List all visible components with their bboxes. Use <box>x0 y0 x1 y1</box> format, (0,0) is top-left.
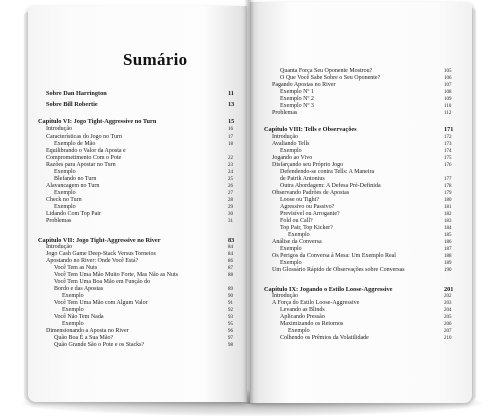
toc-entry-page-number: 182 <box>444 212 452 217</box>
toc-entry-title: Características do Jogo no Turn <box>46 134 122 140</box>
toc-entry-page-number: 26 <box>228 184 233 189</box>
toc-entry-page-number: 190 <box>444 268 452 273</box>
toc-entry-title: O Que Você Sabe Sobre o Seu Oponente? <box>280 75 381 81</box>
toc-entry-page-number: 184 <box>444 226 452 231</box>
toc-entry-title: Exemplo <box>54 169 76 175</box>
toc-entry-page-number: 86 <box>228 259 233 264</box>
toc-entry-page-number: 105 <box>444 69 452 74</box>
book-spine <box>244 0 254 404</box>
toc-entry-title: Jogo Cash Game Deep-Stack Versus Torneios <box>46 251 156 257</box>
toc-entry-page-number: 31 <box>228 219 233 224</box>
toc-entry-title: Exemplo <box>54 190 76 196</box>
toc-entry-title: Exemplo Nº 2 <box>280 96 314 102</box>
toc-entry-page-number: 174 <box>444 149 452 154</box>
toc-entry-page-number: 188 <box>444 254 452 259</box>
toc-entry-page-number: 106 <box>444 76 452 81</box>
toc-entry-title: Capítulo VII: Jogo Tight-Aggressive no River <box>38 237 161 244</box>
toc-entry-page-number: 204 <box>444 308 452 313</box>
toc-entry-page-number: 203 <box>444 301 452 306</box>
toc-entry-title: Maximizando os Retornos <box>280 321 344 327</box>
toc-entry-page-number: 16 <box>228 127 233 132</box>
toc-entry-page-number: 176 <box>444 163 452 168</box>
toc-entry-title: Avaliando Tells <box>272 141 310 147</box>
toc-entry-title: A Força do Estilo Loose-Aggressive <box>272 300 360 306</box>
toc-entry-title: Um Glossário Rápido de Observações sobre Conversas <box>272 267 405 273</box>
toc-entry-page-number: 90 <box>228 294 233 299</box>
toc-entry-title: Levando as Blinds <box>280 307 325 313</box>
toc-entry-title: Exemplo <box>280 246 302 252</box>
toc-entry-page-number: 30 <box>228 212 233 217</box>
toc-entry-title: Exemplo de Mão <box>54 141 96 147</box>
toc-entry-page-number: 210 <box>444 336 452 341</box>
toc-entry-page-number: 186 <box>444 240 452 245</box>
toc-entry-page-number: 185 <box>444 233 452 238</box>
toc-entry-title: Colhendo os Prêmios da Volatilidade <box>280 335 369 341</box>
toc-entry-title: Problemas <box>272 110 298 116</box>
toc-entry-page-number: 175 <box>444 156 452 161</box>
toc-entry-title: Quão Boa É a Sua Mão? <box>54 335 114 341</box>
toc-entry-title: Capítulo VIII: Tells e Observações <box>264 126 357 133</box>
toc-entry-title: Exemplo <box>62 321 84 327</box>
toc-entry-title: Quão Grande São o Pote e os Stacks? <box>54 342 145 348</box>
toc-entry-title: Previsível ou Arrogante? <box>280 211 340 217</box>
toc-entry-title: Pagando Apostas no River <box>272 82 336 88</box>
toc-entry-page-number: 97 <box>228 336 233 341</box>
toc-entry-title: Razões para Apostar no Turn <box>46 162 116 168</box>
toc-entry-page-number: 92 <box>228 308 233 313</box>
toc-entry-page-number: 29 <box>228 205 233 210</box>
toc-entry-title: Exemplo <box>62 293 84 299</box>
toc-entry-page-number: 18 <box>228 142 233 147</box>
table-of-contents-title: Sumário <box>123 50 188 69</box>
toc-entry-title: Exemplo <box>280 148 302 154</box>
toc-entry-title: Exemplo <box>62 307 84 313</box>
toc-entry-title: Outra Abordagem: A Defesa Pré-Definida <box>280 183 381 189</box>
toc-entry-page-number: 23 <box>228 163 233 168</box>
left-page <box>28 6 247 402</box>
toc-entry-page-number: 110 <box>444 104 452 109</box>
toc-entry-page-number: 84 <box>228 245 233 250</box>
toc-entry-page-number: 11 <box>228 90 234 97</box>
toc-entry-title: Disfarçando seu Próprio Jogo <box>272 162 344 168</box>
toc-entry-page-number: 187 <box>444 247 452 252</box>
toc-entry-page-number: 95 <box>228 322 233 327</box>
toc-entry-page-number: 25 <box>228 177 233 182</box>
toc-entry-page-number: 96 <box>228 329 233 334</box>
toc-entry-title: Você Tem Uma Mão Muito Forte, Mas Não as Nuts <box>54 272 179 278</box>
toc-entry-title: Quanta Força Seu Oponente Mostrou? <box>280 68 373 74</box>
toc-entry-page-number: 24 <box>228 170 233 175</box>
toc-entry-page-number: 177 <box>444 177 452 182</box>
toc-entry-title: Exemplo <box>288 328 310 334</box>
toc-entry-title: Jogando ao Vivo <box>272 155 313 161</box>
toc-entry-title: Observando Padrões de Apostas <box>272 190 350 196</box>
toc-entry-page-number: 202 <box>444 294 452 299</box>
toc-entry-page-number: 181 <box>444 205 452 210</box>
toc-entry-page-number: 112 <box>444 111 452 116</box>
toc-entry-page-number: 98 <box>228 343 233 348</box>
toc-entry-page-number: 87 <box>228 266 233 271</box>
toc-entry-title: Blefando no Turn <box>54 176 97 182</box>
toc-entry-title: Exemplo Nº 3 <box>280 103 314 109</box>
toc-entry-title: Top Pair, Top Kicker? <box>280 225 333 231</box>
toc-entry-page-number: 13 <box>228 101 235 108</box>
toc-entry-page-number: 22 <box>228 156 233 161</box>
toc-entry-title: Exemplo <box>288 232 310 238</box>
toc-entry-title: Problemas <box>46 218 72 224</box>
toc-entry-page-number: 201 <box>444 286 454 293</box>
toc-entry-page-number: 93 <box>228 315 233 320</box>
toc-entry-title: Comprometimento Com o Pote <box>46 155 122 161</box>
toc-entry-page-number: 109 <box>444 97 452 102</box>
toc-entry-title: Introdução <box>272 293 298 299</box>
toc-entry-title: Você Tem Uma Mão com Algum Valor <box>54 300 148 306</box>
toc-entry-title: Defendendo-se contra Tells: A Maneira <box>280 169 375 175</box>
toc-entry-page-number: 180 <box>444 198 452 203</box>
toc-entry-title: Exemplo <box>54 204 76 210</box>
toc-entry-title: Sobre Bill Robertie <box>46 101 98 108</box>
toc-entry-title: Os Perigos da Conversa à Mesa: Um Exemplo Real <box>272 253 396 259</box>
toc-entry-title: Alavancagem no Turn <box>46 183 100 189</box>
toc-entry-page-number: 179 <box>444 191 452 196</box>
toc-entry-page-number: 205 <box>444 315 452 320</box>
toc-entry-title: Análise da Conversa <box>272 239 322 245</box>
toc-entry-page-number: 91 <box>228 301 233 306</box>
toc-entry-title: Você Tem as Nuts <box>54 265 98 271</box>
toc-entry-page-number: 189 <box>444 261 452 266</box>
toc-entry-title: de Patrik Antonius <box>280 176 325 182</box>
toc-entry-title: Equilibrando o Valor da Aposta e <box>46 148 126 154</box>
toc-entry-title: Introdução <box>46 126 72 132</box>
toc-entry-page-number: 89 <box>228 287 233 292</box>
toc-entry-title: Loose ou Tight? <box>280 197 320 203</box>
toc-entry-title: Introdução <box>46 244 72 250</box>
toc-entry-title: Você Tem Uma Boa Mão em Função do <box>54 279 151 285</box>
toc-entry-page-number: 84 <box>228 252 233 257</box>
toc-entry-page-number: 15 <box>228 118 235 125</box>
toc-entry-page-number: 207 <box>444 329 452 334</box>
toc-entry-title: Fold ou Call? <box>280 218 313 224</box>
toc-entry-page-number: 183 <box>444 219 452 224</box>
toc-entry-page-number: 83 <box>228 237 235 244</box>
toc-entry-page-number: 107 <box>444 83 452 88</box>
toc-entry-title: Exemplo Nº 1 <box>280 89 314 95</box>
toc-entry-title: Introdução <box>272 134 298 140</box>
toc-entry-page-number: 171 <box>444 126 454 133</box>
toc-entry-title: Você Não Tem Nada <box>54 314 104 320</box>
toc-entry-page-number: 178 <box>444 184 452 189</box>
toc-entry-page-number: 17 <box>228 135 233 140</box>
toc-entry-page-number: 173 <box>444 142 452 147</box>
toc-entry-page-number: 28 <box>228 198 233 203</box>
toc-entry-page-number: 206 <box>444 322 452 327</box>
toc-entry-page-number: 88 <box>228 273 233 278</box>
toc-entry-title: Apostando no River: Onde Você Está? <box>46 258 139 264</box>
toc-entry-title: Exemplo <box>280 260 302 266</box>
toc-entry-title: Sobre Dan Harrington <box>46 90 107 97</box>
right-page <box>250 2 472 403</box>
toc-entry-page-number: 172 <box>444 135 452 140</box>
toc-entry-title: Check no Turn <box>46 197 82 203</box>
toc-entry-page-number: 108 <box>444 90 452 95</box>
toc-entry-title: Lidando Com Top Pair <box>46 211 101 217</box>
toc-entry-title: Agressivo ou Passivo? <box>280 204 335 210</box>
toc-entry-title: Bordo e das Apostas <box>54 286 104 292</box>
toc-entry-title: Capítulo VI: Jogo Tight-Aggressive no Turn <box>38 118 157 125</box>
toc-entry-title: Capítulo IX: Jogando o Estilo Loose-Aggressive <box>264 286 393 293</box>
toc-entry-title: Dimensionando a Aposta no River <box>46 328 129 334</box>
toc-entry-page-number: 27 <box>228 191 233 196</box>
toc-entry-title: Aplicando Pressão <box>280 314 325 320</box>
